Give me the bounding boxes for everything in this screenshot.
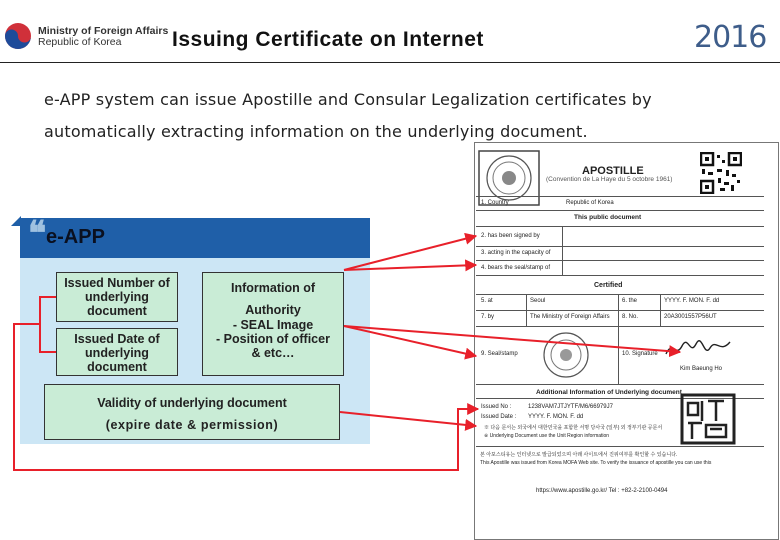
year-logo: 2016 bbox=[694, 20, 767, 55]
cert-the-value: YYYY. F. MON. F. dd bbox=[664, 298, 720, 304]
info-etc: & etc… bbox=[251, 346, 295, 360]
cert-additional-title: Additional Information of Underlying document bbox=[536, 389, 682, 396]
cert-by-value: The Ministry of Foreign Affairs bbox=[530, 314, 610, 320]
page-title: Issuing Certificate on Internet bbox=[172, 28, 484, 51]
cert-no-label: 8. No. bbox=[622, 314, 639, 320]
cert-rule bbox=[476, 294, 764, 295]
issued-number-box bbox=[56, 272, 178, 322]
official-seal-icon bbox=[538, 330, 594, 380]
validity-detail: (expire date & permission) bbox=[105, 418, 279, 432]
signature-icon bbox=[664, 336, 734, 362]
cert-rule bbox=[562, 226, 563, 275]
quote-icon: ❝ bbox=[28, 216, 47, 253]
info-title: Information of bbox=[230, 281, 315, 295]
cert-rule bbox=[476, 310, 764, 311]
cert-row-capacity: 3. acting in the capacity of bbox=[481, 250, 551, 256]
issued-date-line1: Issued Date of bbox=[74, 332, 160, 346]
cert-rule bbox=[476, 210, 764, 211]
cert-at-label: 5. at bbox=[481, 298, 493, 304]
info-authority: Authority bbox=[245, 303, 301, 317]
issued-number-line2: underlying bbox=[85, 290, 149, 304]
qr-code-icon bbox=[700, 152, 742, 194]
cert-note2: ※ Underlying Document use the Unit Region information bbox=[484, 433, 610, 439]
cert-rule bbox=[618, 294, 619, 384]
validity-title: Validity of underlying document bbox=[97, 396, 287, 410]
eapp-title: e-APP bbox=[46, 226, 105, 248]
ministry-name: Ministry of Foreign Affairs bbox=[38, 25, 169, 37]
cert-issued-date-value: YYYY. F. MON. F. dd bbox=[528, 414, 584, 420]
corner-triangle-icon bbox=[11, 216, 21, 226]
cert-row-seal-of: 4. bears the seal/stamp of bbox=[481, 265, 551, 271]
cert-rule bbox=[476, 260, 764, 261]
cert-row-country: 1. Country bbox=[481, 200, 509, 206]
cert-row-signed-by: 2. has been signed by bbox=[481, 233, 540, 239]
ministry-country: Republic of Korea bbox=[38, 36, 122, 48]
cert-signer: Kim Baeung Ho bbox=[680, 366, 723, 372]
cert-rule bbox=[660, 294, 661, 326]
issued-date-line2: underlying bbox=[85, 346, 149, 360]
cert-issued-no-value: 1238VAM7JTJYTF/M6/66979J7 bbox=[528, 404, 613, 410]
cert-note4: This Apostille was issued from Korea MOFA Web site. To verify the issuance of apostille you can use this bbox=[480, 460, 712, 466]
issued-number-line3: document bbox=[87, 304, 147, 318]
cert-issued-no-label: Issued No : bbox=[481, 404, 512, 410]
info-officer-position: - Position of officer bbox=[216, 332, 330, 346]
info-seal-image: - SEAL Image bbox=[232, 318, 314, 332]
cert-by-label: 7. by bbox=[481, 314, 495, 320]
cert-rule bbox=[526, 294, 527, 326]
cert-rule bbox=[476, 246, 764, 247]
intro-text-line1: e-APP system can issue Apostille and Consular Legalization certificates by bbox=[44, 90, 652, 109]
cert-rule bbox=[476, 384, 764, 385]
cert-certified: Certified bbox=[594, 282, 623, 289]
cert-row-public-doc: This public document bbox=[574, 214, 642, 221]
cert-rule bbox=[476, 196, 764, 197]
cert-row-country-value: Republic of Korea bbox=[566, 200, 614, 206]
header-divider bbox=[0, 62, 780, 63]
cert-signature-label: 10. Signature bbox=[622, 351, 658, 357]
cert-url: https://www.apostille.go.kr/ Tel : +82-2-2100-0494 bbox=[536, 488, 668, 494]
cert-rule bbox=[476, 446, 764, 447]
issued-date-box bbox=[56, 328, 178, 376]
cert-issued-date-label: Issued Date : bbox=[481, 414, 517, 420]
cert-the-label: 6. the bbox=[622, 298, 638, 304]
intro-text-line2: automatically extracting information on the underlying document. bbox=[44, 122, 588, 141]
issued-number-line1: Issued Number of bbox=[64, 276, 170, 290]
issued-date-line3: document bbox=[87, 360, 147, 374]
seal-stamp-icon bbox=[680, 393, 736, 445]
cert-rule bbox=[476, 226, 764, 227]
government-seal-icon bbox=[478, 150, 540, 206]
apostille-subheading: (Convention de La Haye du 5 octobre 1961) bbox=[546, 176, 673, 183]
cert-rule bbox=[476, 275, 764, 276]
taegeuk-logo-icon bbox=[4, 22, 32, 50]
cert-no-value: 20A3001557P56UT bbox=[664, 314, 717, 320]
cert-seal-label: 9. Seal/stamp bbox=[481, 351, 518, 357]
cert-rule bbox=[476, 326, 764, 327]
cert-note3: 본 아포스티유는 인터넷으로 발급되었으며 아래 사이트에서 진위여부를 확인할 수 있습니다. bbox=[480, 452, 678, 458]
cert-at-value: Seoul bbox=[530, 298, 546, 304]
apostille-heading: APOSTILLE bbox=[582, 165, 644, 177]
cert-note1: ※ 다음 문서는 외국에서 대한민국을 포함한 서명 당사국 (일부) 외 정부기관 공문서 bbox=[484, 425, 663, 431]
